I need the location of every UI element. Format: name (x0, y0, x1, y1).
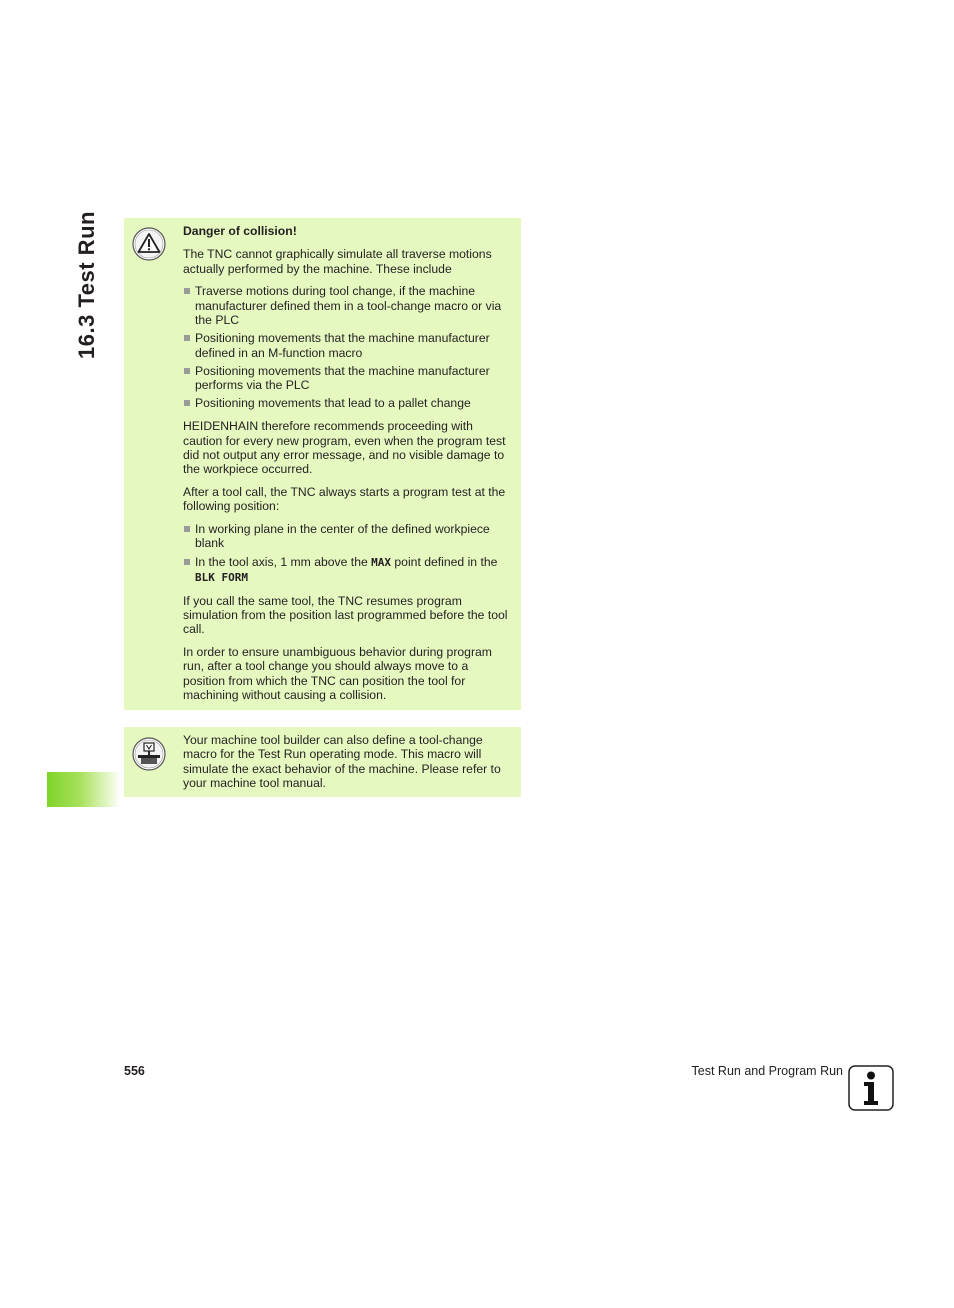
bullet-square-icon (184, 526, 190, 532)
start-position-intro: After a tool call, the TNC always starts a program test at the following position: (183, 484, 506, 514)
bullet-square-icon (184, 288, 190, 294)
bullet-square-icon (184, 368, 190, 374)
list-item: Positioning movements that the machine manufacturer performs via the PLC (183, 364, 511, 393)
code-max: MAX (371, 555, 392, 569)
section-title-vertical (72, 211, 102, 359)
page-number: 556 (124, 1064, 145, 1078)
footer-chapter-title: Test Run and Program Run (691, 1064, 843, 1078)
machine-tool-note (124, 727, 521, 797)
list-item: Positioning movements that the machine manufacturer defined in an M-function macro (183, 331, 511, 360)
list-item: Traverse motions during tool change, if the machine manufacturer defined them in a tool-change macro or via the PLC (183, 284, 511, 327)
machine-tool-icon (132, 737, 166, 771)
bullet-square-icon (184, 335, 190, 341)
machine-note-body (183, 733, 511, 799)
list-item: In the tool axis, 1 mm above the MAX point defined in the BLK FORM (183, 555, 511, 586)
warning-note (124, 218, 521, 710)
same-tool-paragraph: If you call the same tool, the TNC resumes program simulation from the position last programmed before the tool call. (183, 593, 508, 637)
list-item: In working plane in the center of the defined workpiece blank (183, 522, 511, 551)
chapter-tab-marker (47, 772, 120, 807)
machine-note-text: Your machine tool builder can also define a tool-change macro for the Test Run operating mode. This macro will simulate the exact behavior of the machine. Please refer to your machine tool manual. (183, 733, 501, 790)
list-item: Positioning movements that lead to a pallet change (183, 396, 511, 410)
info-icon (848, 1065, 894, 1111)
bullet-square-icon (184, 559, 190, 565)
warning-triangle-icon (132, 227, 166, 261)
warning-intro: The TNC cannot graphically simulate all traverse motions actually performed by the machine. These include (183, 247, 492, 276)
closing-paragraph: In order to ensure unambiguous behavior during program run, after a tool change you should always move to a position from which the TNC can position the tool for machining without causing a collision. (183, 645, 492, 703)
traverse-motions-list (183, 284, 511, 410)
section-title-text: 16.3 Test Run (74, 211, 100, 359)
bullet-square-icon (184, 400, 190, 406)
code-blk-form: BLK FORM (195, 570, 248, 584)
warning-heading: Danger of collision! (183, 224, 297, 238)
warning-note-body (183, 224, 511, 711)
start-position-list (183, 522, 511, 585)
recommendation-paragraph: HEIDENHAIN therefore recommends proceeding with caution for every new program, even when the program test did not output any error message, and no visible damage to the workpiece occurred. (183, 419, 506, 477)
